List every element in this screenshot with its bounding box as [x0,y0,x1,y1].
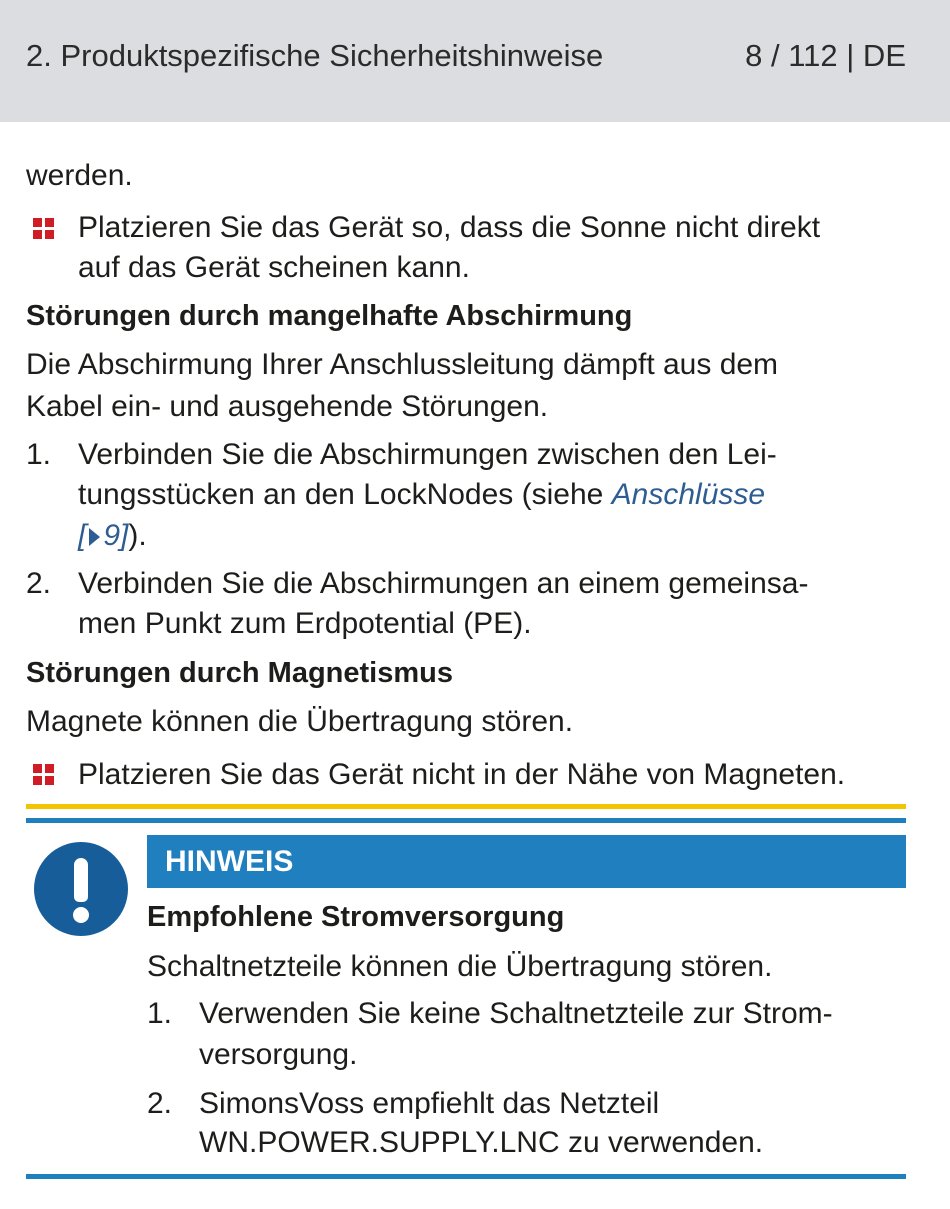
notice-label: HINWEIS [165,845,294,878]
red-square-bullet-icon [33,218,55,240]
notice-step-1-number: 1. [147,997,173,1030]
step-2-number: 2. [26,567,52,600]
step-1-line-3 [78,516,147,556]
notice-text: Schaltnetzteile können die Übertragung stören. [147,950,773,983]
link-page-reference[interactable] [78,519,128,552]
continuation-text: werden. [26,159,133,192]
section-title: 2. Produktspezifische Sicherheitshinweise [26,38,604,73]
step-1-number: 1. [26,438,52,471]
bullet-1-line-1: Platzieren Sie das Gerät so, dass die Sonne nicht direkt [78,211,821,244]
notice-title: Empfohlene Stromversorgung [147,901,565,933]
red-square-bullet-icon [33,764,55,786]
bullet-2-text: Platzieren Sie das Gerät nicht in der Nähe von Magneten. [78,758,846,791]
heading-magnetism: Störungen durch Magnetismus [26,657,453,689]
step-1-suffix: ). [128,519,147,552]
exclamation-icon [34,842,128,936]
notice-step-2-number: 2. [147,1087,173,1120]
step-1-line-2-text: tungsstücken an den LockNodes (siehe [78,478,612,511]
separator-yellow [26,804,906,809]
paragraph-shielding-line-1: Die Abschirmung Ihrer Anschlussleitung dämpft aus dem [26,348,779,381]
paragraph-shielding-line-2: Kabel ein- und ausgehende Störungen. [26,390,549,423]
link-anschluesse[interactable]: Anschlüsse [611,478,766,511]
step-1-line-1: Verbinden Sie die Abschirmungen zwischen den Lei- [78,438,777,471]
page-info: 8 / 112 | DE [745,38,906,73]
page-header [0,0,950,122]
page-arrow-icon [89,528,100,546]
notice-top-rule [26,818,906,823]
step-1-line-2 [78,475,765,515]
link-ref-open: [ [78,519,87,552]
notice-step-1-line-1: Verwenden Sie keine Schaltnetzteile zur Strom- [199,997,833,1030]
step-2-line-1: Verbinden Sie die Abschirmungen an einem gemeinsa- [78,567,809,600]
notice-step-2-line-2: WN.POWER.SUPPLY.LNC zu verwenden. [199,1126,764,1159]
notice-label-bar [147,835,906,888]
notice-bottom-rule [26,1174,906,1179]
step-2-line-2: men Punkt zum Erdpotential (PE). [78,607,532,640]
bullet-1-line-2: auf das Gerät scheinen kann. [78,251,470,284]
paragraph-magnetism: Magnete können die Übertragung stören. [26,705,574,738]
heading-shielding: Störungen durch mangelhafte Abschirmung [26,300,633,332]
notice-step-1-line-2: versorgung. [199,1038,358,1071]
link-ref-page: 9] [103,519,129,552]
notice-step-2-line-1: SimonsVoss empfiehlt das Netzteil [199,1087,660,1120]
